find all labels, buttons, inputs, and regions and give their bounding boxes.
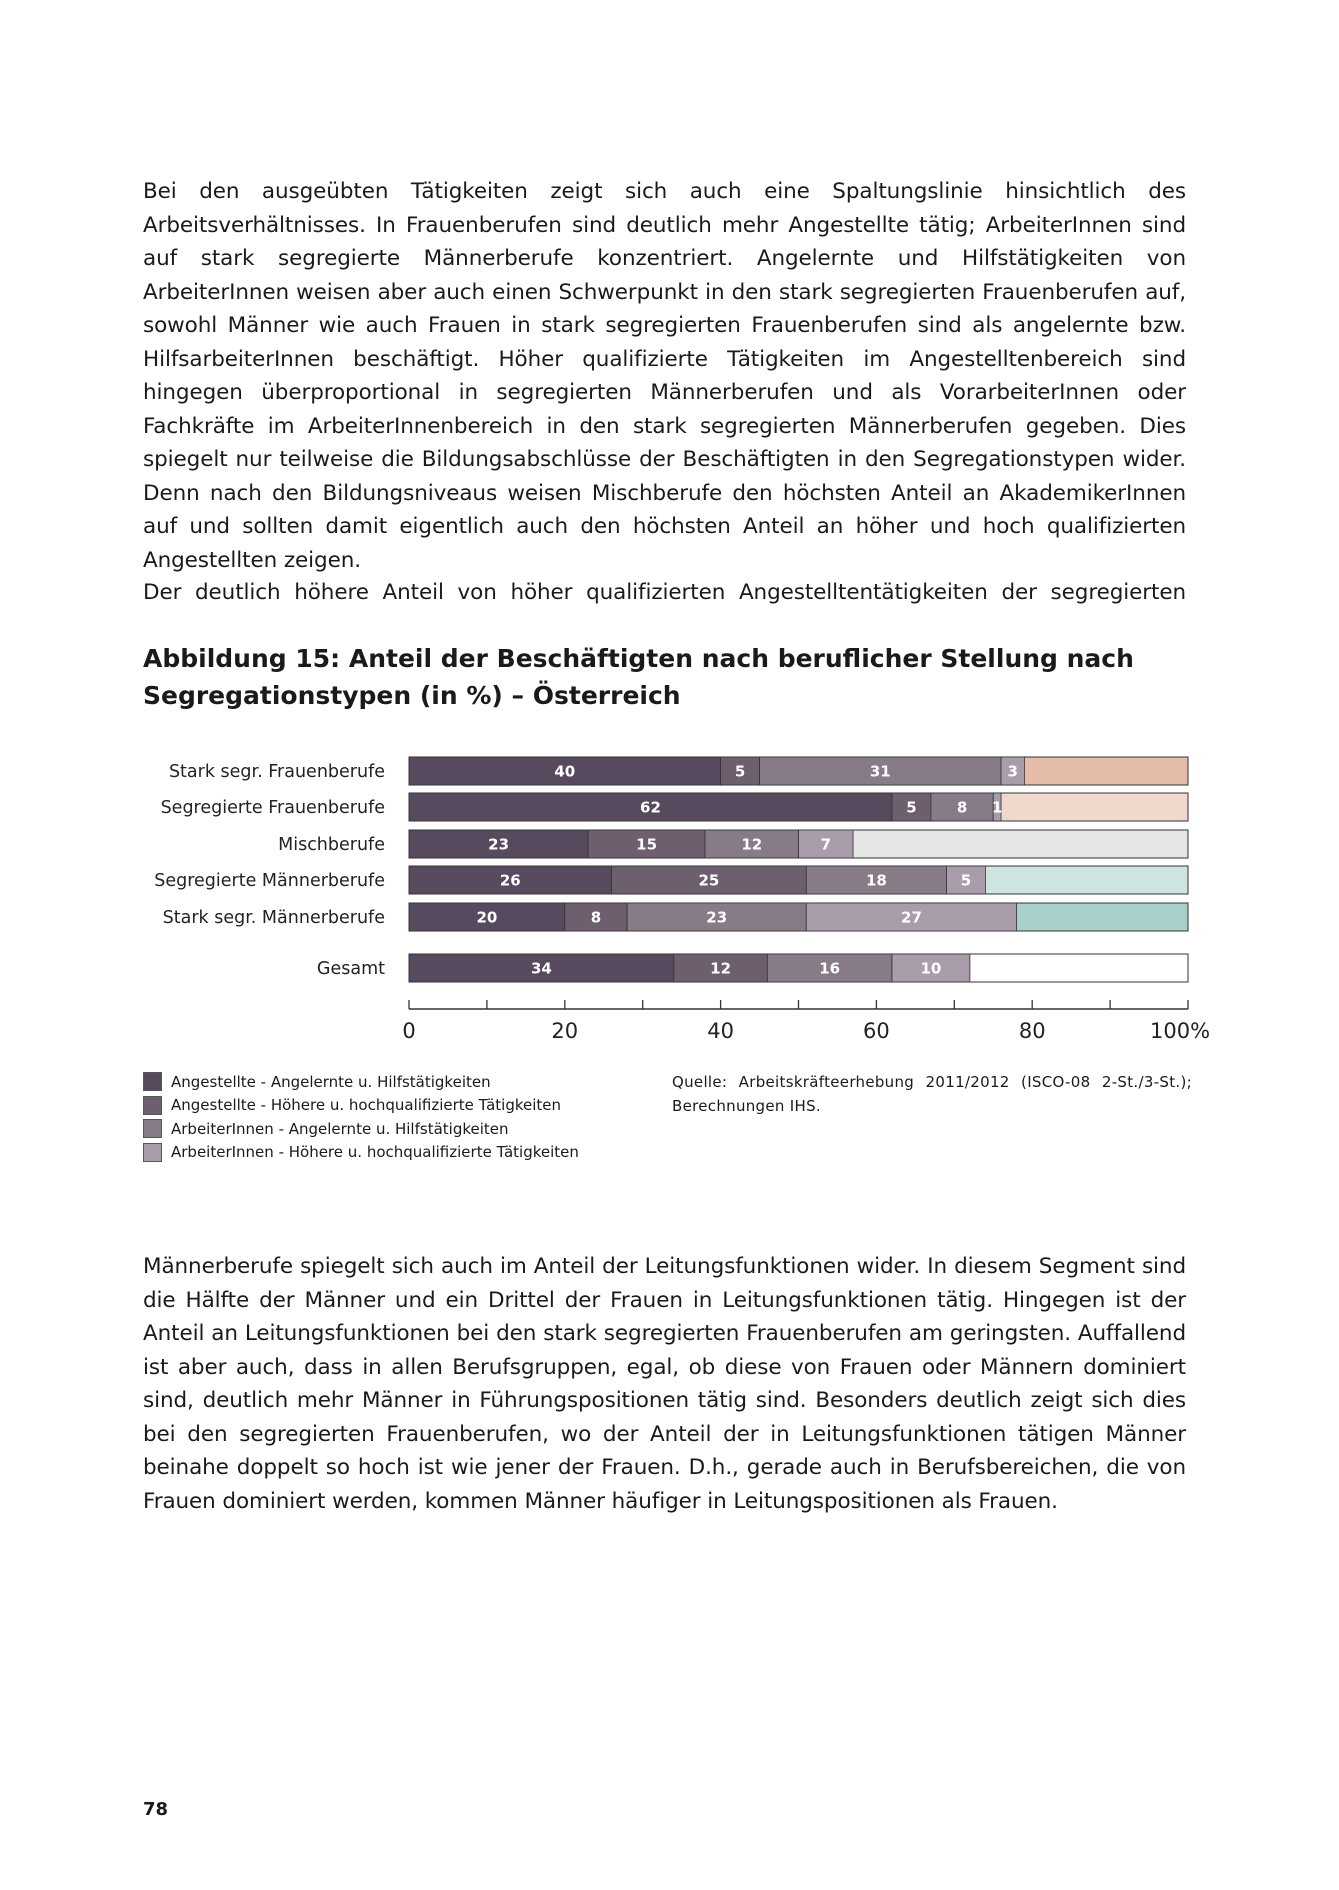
legend-item <box>143 1070 579 1094</box>
bar-value-label: 10 <box>920 959 942 978</box>
legend-item <box>143 1117 579 1141</box>
bar-value-label: 62 <box>640 798 661 817</box>
paragraph-lead-in: Der deutlich höhere Anteil von höher qualifizierten Angestelltentätigkeiten der segregierten <box>143 580 1186 605</box>
category-label: Stark segr. Frauenberufe <box>168 762 385 782</box>
bar-value-label: 23 <box>488 835 510 854</box>
x-tick-label: 40 <box>707 1019 734 1043</box>
legend-label: Angestellte - Höhere u. hochqualifizierte Tätigkeiten <box>171 1096 561 1115</box>
legend-item <box>143 1141 579 1165</box>
bar-value-label: 8 <box>590 908 602 927</box>
category-label: Segregierte Männerberufe <box>154 871 385 891</box>
bar-value-label: 31 <box>869 762 891 781</box>
x-tick-label: 80 <box>1018 1019 1046 1043</box>
bar-value-label: 40 <box>554 762 576 781</box>
bar-value-label: 7 <box>820 835 831 854</box>
legend-swatch <box>143 1143 162 1162</box>
legend-label: Angestellte - Angelernte u. Hilfstätigkeiten <box>171 1072 491 1091</box>
legend-label: ArbeiterInnen - Angelernte u. Hilfstätigkeiten <box>171 1119 509 1138</box>
bar-value-label: 20 <box>476 908 498 927</box>
category-label: Gesamt <box>316 959 385 979</box>
bar-value-label: 5 <box>906 798 917 817</box>
category-label: Segregierte Frauenberufe <box>160 798 385 818</box>
bar-value-label: 25 <box>698 871 720 890</box>
legend-swatch <box>143 1096 162 1115</box>
bar-value-label: 1 <box>991 798 1003 817</box>
bar-value-label: 18 <box>865 871 887 890</box>
category-label: Stark segr. Männerberufe <box>162 908 385 928</box>
legend-item <box>143 1094 579 1118</box>
bar-value-label: 3 <box>1007 762 1018 781</box>
bar-value-label: 8 <box>956 798 968 817</box>
bar-value-label: 15 <box>636 835 658 854</box>
chart-legend <box>143 1070 579 1164</box>
x-tick-label: 20 <box>551 1019 579 1043</box>
bar-value-label: 16 <box>819 959 841 978</box>
bar-value-label: 26 <box>499 871 521 890</box>
bar-value-label: 12 <box>710 959 732 978</box>
legend-label: ArbeiterInnen - Höhere u. hochqualifizierte Tätigkeiten <box>171 1143 579 1162</box>
bar-value-label: 34 <box>530 959 552 978</box>
x-tick-label: 60 <box>863 1019 890 1043</box>
bar-value-label: 27 <box>901 908 922 927</box>
category-label: Mischberufe <box>278 835 385 855</box>
paragraph-intro: Bei den ausgeübten Tätigkeiten zeigt sich auch eine Spaltungslinie hinsichtlich des Arbeitsverhältnisses. In Frauenberufen sind deutlich mehr Angestellte tätig; ArbeiterInnen sind auf stark segregierte Männerberufe konzentriert. Angelernte und Hilfstätigkeiten von ArbeiterInnen weisen aber auch einen Schwerpunkt in den stark segregierten Frauenberufen auf, sowohl Männer wie auch Frauen in stark segregierten Frauenberufen sind als angelernte bzw. HilfsarbeiterInnen beschäftigt. Höher qualifizierte Tätigkeiten im Angestelltenbereich sind hingegen überproportional in segregierten Männerberufen und als VorarbeiterInnen oder Fachkräfte im ArbeiterInnenbereich in den stark segregierten Männerberufen gegeben. Dies spiegelt nur teilweise die Bildungsabschlüsse der Beschäftigten in den Segregationstypen wider. Denn nach den Bildungsniveaus weisen Mischberufe den höchsten Anteil an AkademikerInnen auf und sollten damit eigentlich auch den höchsten Anteil an höher und hoch qualifizierten Angestellten zeigen. <box>143 179 1186 573</box>
bar-value-label: 12 <box>741 835 763 854</box>
figure-title: Abbildung 15: Anteil der Beschäftigten nach beruflicher Stellung nach Segregationstypen (in %) – Österreich <box>143 644 1134 710</box>
paragraph-conclusion: Männerberufe spiegelt sich auch im Anteil der Leitungsfunktionen wider. In diesem Segment sind die Hälfte der Männer und ein Drittel der Frauen in Leitungsfunktionen tätig. Hingegen ist der Anteil an Leitungsfunktionen bei den stark segregierten Frauenberufen am geringsten. Auffallend ist aber auch, dass in allen Berufsgruppen, egal, ob diese von Frauen oder Männern dominiert sind, deutlich mehr Männer in Führungspositionen tätig sind. Besonders deutlich zeigt sich dies bei den segregierten Frauenberufen, wo der Anteil der in Leitungsfunktionen tätigen Männer beinahe doppelt so hoch ist wie jener der Frauen. D.h., gerade auch in Berufsbereichen, die von Frauen dominiert werden, kommen Männer häufiger in Leitungspositionen als Frauen. <box>143 1254 1186 1514</box>
bar-value-label: 5 <box>734 762 746 781</box>
figure-source: Quelle: Arbeitskräfteerhebung 2011/2012 (ISCO-08 2-St./3-St.); Berechnungen IHS. <box>672 1073 1192 1115</box>
bar-value-label: 5 <box>960 871 972 890</box>
x-tick-label: 0 <box>402 1019 416 1043</box>
legend-swatch <box>143 1072 162 1091</box>
x-tick-label: 100% <box>1150 1019 1211 1043</box>
bar-value-label: 23 <box>706 908 728 927</box>
legend-swatch <box>143 1119 162 1138</box>
page-number: 78 <box>143 1799 169 1820</box>
